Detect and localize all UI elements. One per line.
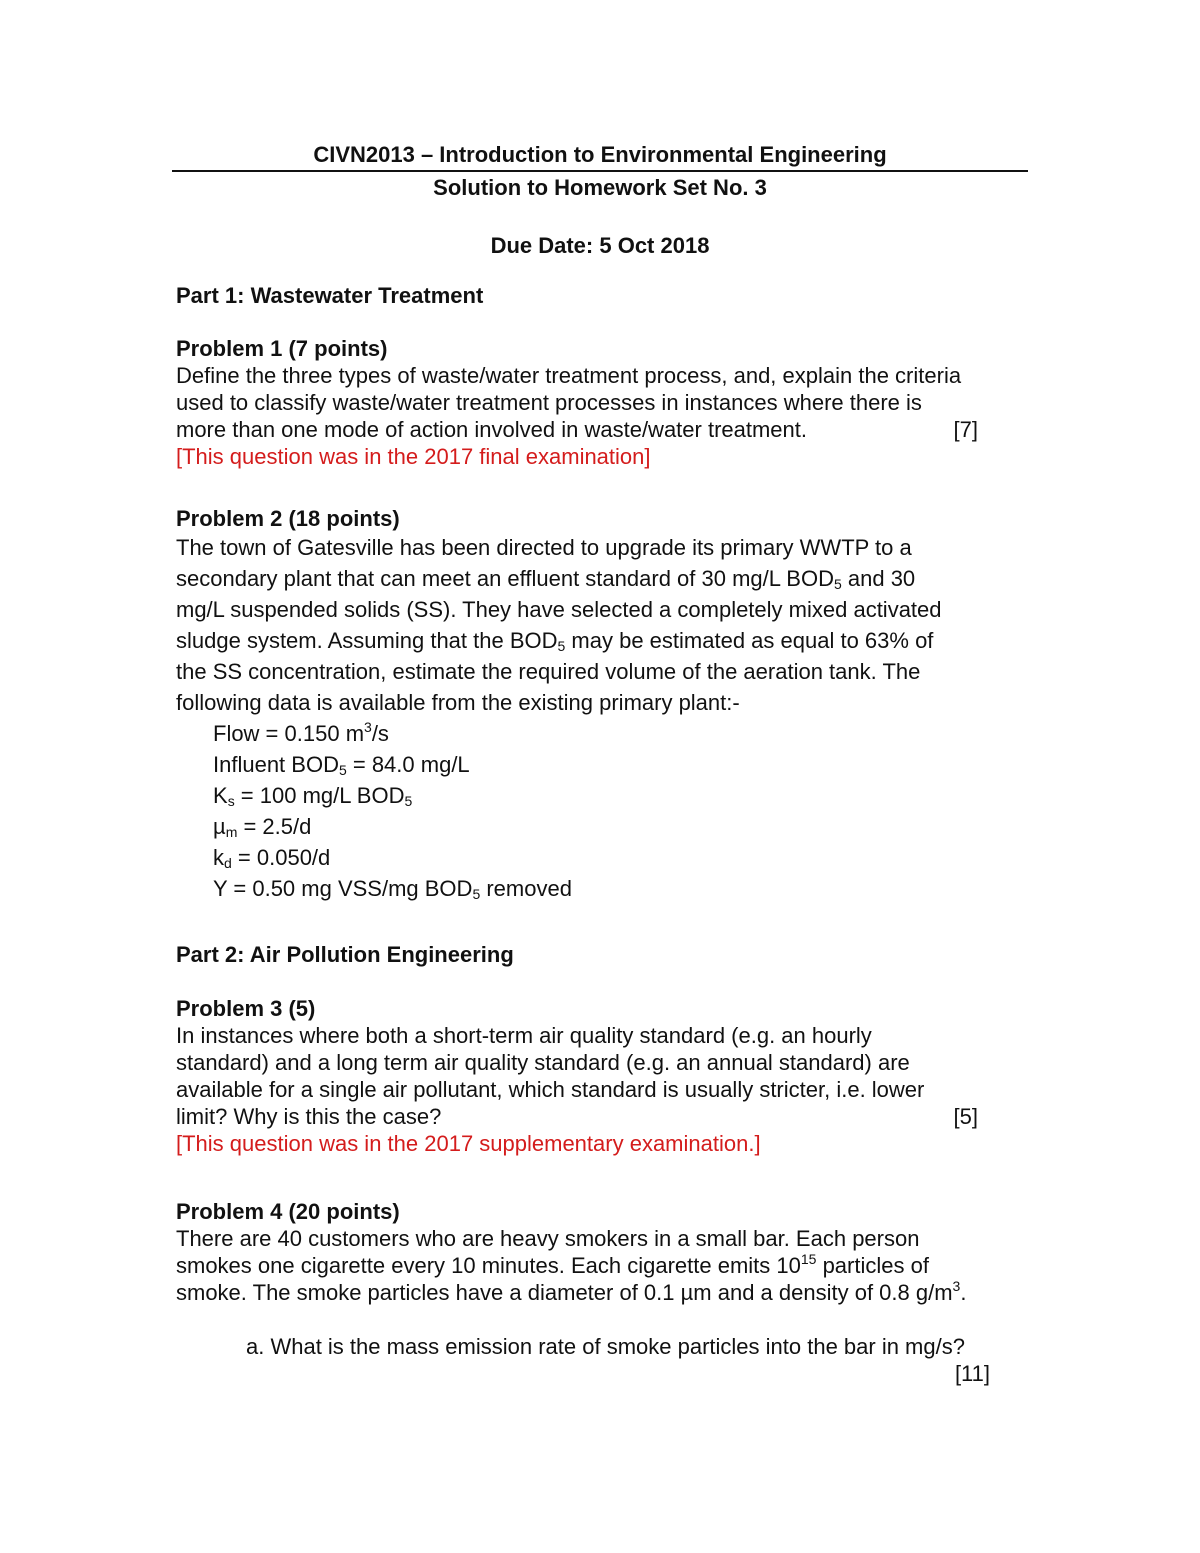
data-mu-max: µ$_m$ = 2.5/d (213, 814, 312, 840)
problem2-section (176, 505, 1026, 904)
problem4-line: smoke. The smoke particles have a diameter of 0.1 µm and a density of 0.8 $g/m^3$. (176, 1278, 967, 1305)
data-kd: $k_d = 0.050/d$ (213, 845, 331, 871)
part1-heading: Part 1: Wastewater Treatment (176, 283, 484, 308)
course-title: CIVN2013 – Introduction to Environmental Engineering (172, 141, 1028, 172)
problem4-section (176, 1198, 1026, 1387)
problem2-line: secondary plant that can meet an effluent standard of 30 mg/L $BOD_5$ and 30 (176, 566, 916, 592)
problem2-title: Problem 2 (18 points) (176, 506, 400, 531)
homework-subtitle: Solution to Homework Set No. 3 (433, 175, 767, 200)
problem1-exam-note: [This question was in the 2017 final examination] (176, 444, 651, 469)
data-flow: Flow = 0.150 $m^3/s$ (213, 719, 389, 746)
problem2-line: mg/L suspended solids (SS). They have selected a completely mixed activated (176, 597, 942, 622)
problem3-title: Problem 3 (5) (176, 996, 316, 1021)
problem3-section (176, 995, 1026, 1157)
problem1-line-with-marks (176, 416, 1026, 443)
problem3-line-with-marks (176, 1103, 1026, 1130)
problem2-line: The town of Gatesville has been directed to upgrade its primary WWTP to a (176, 535, 912, 560)
data-ks: $K_s = 100$ mg/L $BOD_5$ (213, 783, 413, 809)
problem3-marks: [5] (953, 1104, 978, 1129)
problem2-text (176, 532, 1026, 718)
problem3-line: available for a single air pollutant, which standard is usually stricter, i.e. lower (176, 1077, 925, 1102)
problem3-line: In instances where both a short-term air quality standard (e.g. an hourly (176, 1023, 872, 1048)
data-influent-bod: Influent $BOD_5 = 84.0$ mg/L (213, 752, 470, 778)
problem2-data-list (176, 718, 1026, 904)
problem1-section (176, 335, 1026, 470)
problem1-title: Problem 1 (7 points) (176, 336, 388, 361)
problem4-question-a-marks: [11] (954, 1361, 990, 1386)
document-header (172, 141, 1028, 259)
problem1-line: more than one mode of action involved in waste/water treatment. (176, 417, 808, 442)
problem1-line: Define the three types of waste/water treatment process, and, explain the criteria (176, 363, 962, 388)
problem3-line: standard) and a long term air quality standard (e.g. an annual standard) are (176, 1050, 910, 1075)
problem2-line: the SS concentration, estimate the required volume of the aeration tank. The (176, 659, 921, 684)
problem2-line: following data is available from the existing primary plant:- (176, 690, 740, 715)
due-date: Due Date: 5 Oct 2018 (490, 233, 710, 258)
problem4-line: smokes one cigarette every 10 minutes. Each cigarette emits $10^{15}$ particles of (176, 1251, 929, 1278)
problem3-line: limit? Why is this the case? (176, 1104, 442, 1129)
part2-heading: Part 2: Air Pollution Engineering (176, 942, 514, 967)
problem4-title: Problem 4 (20 points) (176, 1199, 400, 1224)
data-yield: Y = 0.50 mg VSS/mg $BOD_5$ removed (213, 876, 572, 902)
problem1-line: used to classify waste/water treatment processes in instances where there is (176, 390, 922, 415)
problem1-marks: [7] (953, 417, 978, 442)
problem3-exam-note: [This question was in the 2017 supplementary examination.] (176, 1131, 761, 1156)
problem4-line: There are 40 customers who are heavy smokers in a small bar. Each person (176, 1226, 920, 1251)
problem2-line: sludge system. Assuming that the $BOD_5$ may be estimated as equal to 63% of (176, 628, 934, 654)
problem4-question-a: a. What is the mass emission rate of smoke particles into the bar in mg/s? (246, 1334, 965, 1359)
